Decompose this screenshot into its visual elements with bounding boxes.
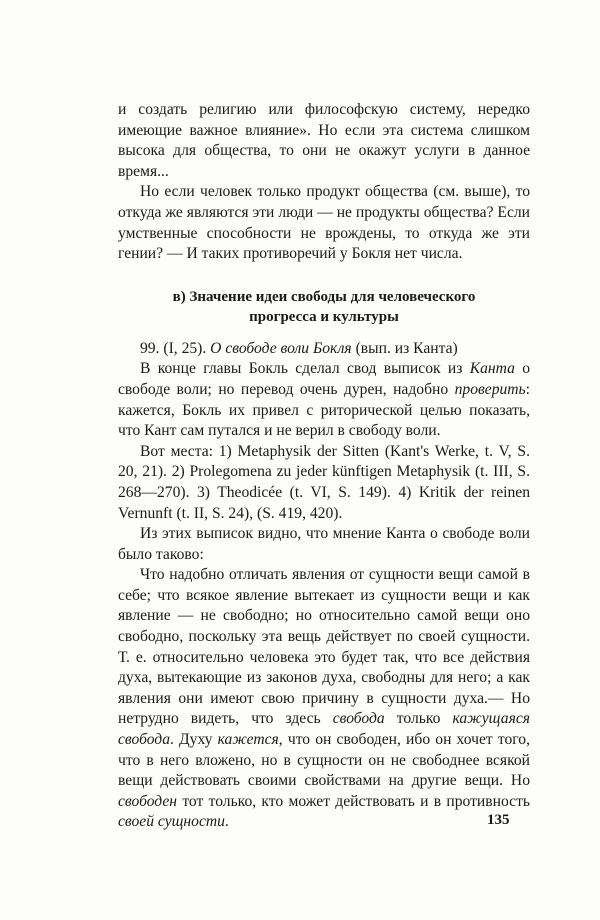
- paragraph-kant-translation: [118, 359, 530, 441]
- p6-italic-freedom: свобода: [332, 710, 385, 728]
- p6-italic-free: свободен: [118, 792, 178, 810]
- p6-text-e: . Духу: [170, 731, 213, 749]
- p6-text-c: только: [396, 710, 441, 728]
- p6-text-a: Что надобно отличать явления от сущности вещи самой в себе; что всякое явление вытекает из сущности вещи и как явление — не свободно; но относительно самой вещи оно свободно, поскольку эта вещь действует по своей сущности. Т. е. относительно человека это будет так, что все действия духа, вытекающие из законов духа, свободны для него; а как явления они имеют свою причину в сущности духа.— Но нетрудно видеть, что здесь: [118, 566, 530, 728]
- p6-text-g: , что он свободен, ибо он хочет того, что в него вложено, но в сущности он не свободнее всякой вещи действовать своими свойствами на другие вещи. Но: [118, 731, 530, 790]
- paragraph-sources: Вот места: 1) Metaphysik der Sitten (Kant's Werke, t. V, S. 20, 21). 2) Prolegomena zu jeder künftigen Metaphysik (t. III, S. 268—270). 3) Theodicée (t. VI, S. 149). 4) Kritik der reinen Vernunft (t. II, S. 24), (S. 419, 420).: [118, 442, 530, 522]
- heading-line-2: прогресса и культуры: [249, 308, 399, 325]
- p6-italic-own-essence: своей сущности: [118, 813, 225, 831]
- p6-text-k: .: [224, 813, 229, 831]
- p3-text-e: : кажется, Бокль их привел с риторической целью показать, что Кант сам путался и не верил в свободу воли.: [118, 380, 530, 440]
- paragraph-freedom-argument: [118, 565, 530, 833]
- entry-title-rest: (вып. из Канта): [355, 339, 458, 357]
- p3-italic-verify: проверить: [454, 380, 526, 398]
- page-number: 135: [487, 812, 510, 828]
- entry-title: [118, 339, 530, 360]
- section-heading: [118, 287, 530, 327]
- p6-text-i: тот только, кто может действовать и в противность: [182, 792, 530, 810]
- heading-line-1: в) Значение идеи свободы для человеческого: [172, 288, 476, 305]
- paragraph-question: Но если человек только продукт общества (см. выше), то откуда же являются эти люди — не продукты общества? Если умственные способности не врождены, то откуда же эти гении? — И таких противоречий у Бокля нет числа.: [118, 183, 530, 263]
- p3-text-c: о свободе воли; но перевод очень дурен, надобно: [118, 360, 530, 398]
- paragraph-continuation: и создать религию или философскую систему, нередко имеющие важное влияние». Но если эта система слишком высока для общества, то они не окажут услуги в данное время...: [118, 101, 530, 180]
- p3-text-a: В конце главы Бокль сделал свод выписок из: [140, 360, 463, 378]
- paragraph-kant-opinion: Из этих выписок видно, что мнение Канта о свободе воли было таково:: [118, 525, 530, 563]
- page-text: [118, 100, 530, 833]
- p6-italic-apparent-freedom: кажущаяся свобода: [118, 710, 530, 749]
- entry-title-italic: О свободе воли Бокля: [210, 339, 352, 357]
- p6-italic-seems: кажется: [217, 731, 279, 749]
- entry-number: 99. (I, 25).: [140, 339, 207, 357]
- p3-italic-kant: Канта: [469, 360, 515, 378]
